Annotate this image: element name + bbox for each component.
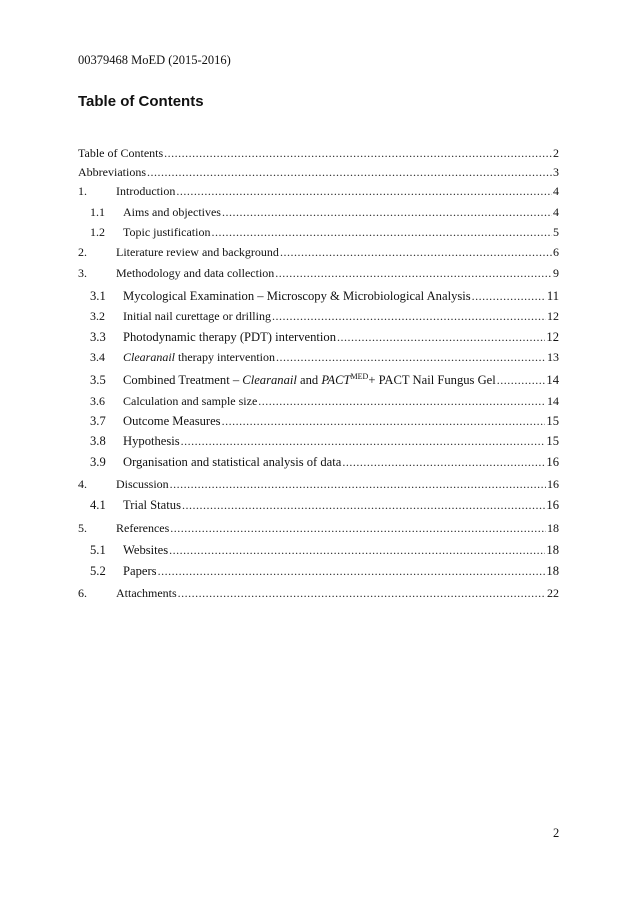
toc-entry-title-part: Methodology and data collection [116,266,275,280]
toc-entry[interactable] [78,183,559,199]
toc-entry-title [116,244,279,260]
toc-entry-page: 18 [547,521,559,535]
toc-entry-number: 3.5 [90,373,106,387]
toc-entry[interactable] [78,329,559,345]
toc-entry-title-part: References [116,521,170,535]
toc-entry-page: 4 [553,184,559,198]
dot-leader [176,183,552,199]
toc-entry-title [116,476,169,492]
toc-entry-title-part: Introduction [116,184,176,198]
toc-entry-number: 3.6 [90,394,105,408]
toc-entry-title [123,349,275,365]
toc-entry-page: 22 [547,586,559,600]
toc-entry-number: 1.1 [90,205,105,219]
toc-entry-page: 13 [547,350,559,364]
toc-entry-number: 4. [78,477,87,491]
toc-entry-title-part: Literature review and background [116,245,279,259]
toc-entry-title [123,204,221,220]
toc-entry-number: 3.3 [90,330,106,344]
toc-entry[interactable] [78,413,559,429]
toc-entry-title-part: Abbreviations [78,165,146,179]
dot-leader [497,372,546,388]
toc-entry-number: 1.2 [90,225,105,239]
toc-entry-title-part: Mycological Examination – Microscopy & Microbiological Analysis [123,289,471,303]
toc-entry-title [123,542,168,558]
toc-entry-title [78,164,146,180]
toc-entry-number: 2. [78,245,87,259]
toc-entry[interactable] [78,497,559,513]
toc-entry-title [123,224,210,240]
toc-entry-title [78,145,163,161]
toc-entry-number: 3. [78,266,87,280]
toc-entry-page: 12 [546,330,559,344]
toc-entry-number: 5.2 [90,564,106,578]
dot-leader [275,265,552,281]
toc-entry-title-part: + PACT Nail Fungus Gel [368,373,496,387]
toc-entry-title [123,393,257,409]
dot-leader [182,497,545,513]
toc-entry-title-part: Clearanail [242,373,297,387]
toc-entry-title [116,265,274,281]
toc-entry-number: 6. [78,586,87,600]
toc-entry[interactable] [78,433,559,449]
dot-leader [164,145,552,161]
toc-entry[interactable] [78,204,559,220]
toc-entry-title [123,433,180,449]
toc-entry-title-part: Organisation and statistical analysis of data [123,455,342,469]
toc-entry-page: 15 [546,414,559,428]
toc-entry[interactable] [78,476,559,492]
dot-leader [222,204,552,220]
dot-leader [178,585,546,601]
toc-entry-number: 3.9 [90,455,106,469]
toc-entry-page: 2 [553,146,559,160]
dot-leader [211,224,552,240]
toc-entry-title-part: therapy intervention [175,350,275,364]
toc-entry[interactable] [78,265,559,281]
page-number: 2 [553,826,560,840]
toc-entry[interactable] [78,542,559,558]
dot-leader [280,244,552,260]
toc-entry-number: 3.4 [90,350,105,364]
toc-entry-title-part: Initial nail curettage or drilling [123,309,271,323]
dot-leader [170,520,546,536]
toc-entry[interactable] [78,454,559,470]
toc-entry-number: 3.7 [90,414,106,428]
toc-entry[interactable] [78,244,559,260]
page-header: 00379468 MoED (2015-2016) [78,53,231,67]
toc-entry-page: 11 [546,289,559,303]
toc-entry-title-part: Trial Status [123,498,181,512]
toc-entry-number: 3.1 [90,289,106,303]
toc-entry-page: 14 [547,394,559,408]
toc-entry-title-part: Calculation and sample size [123,394,258,408]
toc-entry-title-part: Clearanail [123,350,176,364]
dot-leader [181,433,546,449]
toc-entry[interactable] [78,308,559,324]
toc-entry-page: 18 [546,543,559,557]
toc-entry[interactable] [78,288,559,304]
toc-entry[interactable] [78,563,559,579]
toc-entry-title-part: Outcome Measures [123,414,221,428]
toc-entry-page: 18 [546,564,559,578]
toc-entry-title-part: Table of Contents [78,146,164,160]
toc-entry-title [116,520,169,536]
dot-leader [342,454,545,470]
toc-entry-title-part: MED [350,372,369,381]
toc-entry[interactable] [78,372,559,388]
dot-leader [170,476,546,492]
toc-entry-title-part: Topic justification [123,225,211,239]
toc-entry-page: 6 [553,245,559,259]
toc-entry-number: 1. [78,184,87,198]
toc-entry-page: 5 [553,225,559,239]
toc-entry-number: 3.2 [90,309,105,323]
toc-entry-title [123,372,496,388]
toc-entry-page: 12 [547,309,559,323]
toc-entry-title [123,454,341,470]
toc-entry-title-part: PACT [321,373,351,387]
dot-leader [169,542,545,558]
toc-entry[interactable] [78,349,559,365]
dot-leader [147,164,552,180]
toc-entry-number: 4.1 [90,498,106,512]
toc-entry-page: 9 [553,266,559,280]
toc-entry-number: 5. [78,521,87,535]
toc-entry-title [116,183,175,199]
toc-entry-title-part: Hypothesis [123,434,180,448]
toc-entry-title-part: Photodynamic therapy (PDT) intervention [123,330,336,344]
dot-leader [258,393,546,409]
dot-leader [158,563,546,579]
toc-entry-title-part: Papers [123,564,157,578]
toc-entry-title [123,288,471,304]
toc-entry-page: 15 [546,434,559,448]
toc-entry-title-part: Attachments [116,586,177,600]
toc-entry-title-part: and [296,373,322,387]
toc-entry-page: 4 [553,205,559,219]
toc-entry-title [123,497,181,513]
toc-entry[interactable] [78,164,559,180]
toc-entry[interactable] [78,145,559,161]
toc-entry-page: 16 [546,498,559,512]
toc-entry-title-part: Discussion [116,477,169,491]
toc-entry-number: 5.1 [90,543,106,557]
dot-leader [337,329,545,345]
toc-entry-title [123,329,336,345]
dot-leader [472,288,546,304]
dot-leader [272,308,546,324]
toc-entry-title-part: Websites [123,543,169,557]
toc-entry-title [116,585,177,601]
page-title: Table of Contents [78,93,204,110]
toc-entry-page: 14 [546,373,559,387]
toc-entry-title-part: Aims and objectives [123,205,221,219]
toc-entry[interactable] [78,520,559,536]
toc-entry-page: 16 [547,477,559,491]
toc-entry-title [123,413,221,429]
toc-entry[interactable] [78,393,559,409]
toc-entry-title-part: Combined Treatment – [123,373,243,387]
toc-entry[interactable] [78,585,559,601]
toc-entry-title [123,308,271,324]
toc-entry-page: 3 [553,165,559,179]
toc-entry[interactable] [78,224,559,240]
toc-entry-title [123,563,157,579]
toc-entry-number: 3.8 [90,434,106,448]
toc-entry-page: 16 [546,455,559,469]
dot-leader [276,349,546,365]
dot-leader [222,413,546,429]
